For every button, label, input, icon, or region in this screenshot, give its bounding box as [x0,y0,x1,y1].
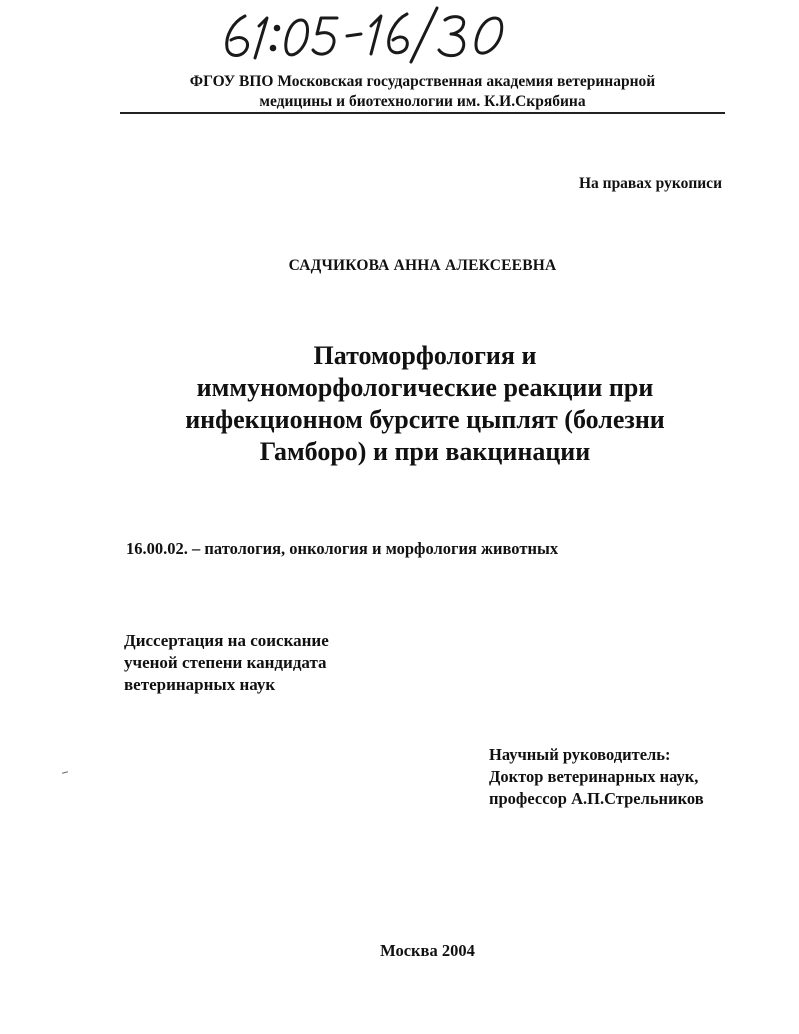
supervisor-line-1: Научный руководитель: [489,745,671,764]
handwritten-archive-number [215,4,515,66]
degree-line-1: Диссертация на соискание [124,631,329,650]
institution-name [120,72,725,112]
degree-statement [124,630,329,696]
city-year: Москва 2004 [380,941,475,960]
title-line-3: инфекционном бурсите цыплят (болезни [185,405,665,434]
supervisor-line-2: Доктор ветеринарных наук, [489,767,699,786]
title-line-2: иммуноморфологические реакции при [196,373,654,402]
institution-line-1: ФГОУ ВПО Московская государственная академия ветеринарной [189,73,656,90]
supervisor-line-3: профессор А.П.Стрельников [489,789,704,808]
degree-line-2: ученой степени кандидата [124,653,327,672]
specialty-code: 16.00.02. – патология, онкология и морфология животных [126,539,559,558]
title-line-4: Гамборо) и при вакцинации [259,437,591,466]
institution-underline [120,112,725,114]
degree-line-3: ветеринарных наук [124,675,276,694]
scan-speck [62,771,68,774]
dissertation-title [130,340,720,468]
rights-note: На правах рукописи [578,175,722,192]
institution-line-2: медицины и биотехнологии им. К.И.Скрябина [259,93,586,110]
author-name: САДЧИКОВА АННА АЛЕКСЕЕВНА [288,257,557,274]
supervisor-block [489,744,704,810]
title-line-1: Патоморфология и [313,341,537,370]
